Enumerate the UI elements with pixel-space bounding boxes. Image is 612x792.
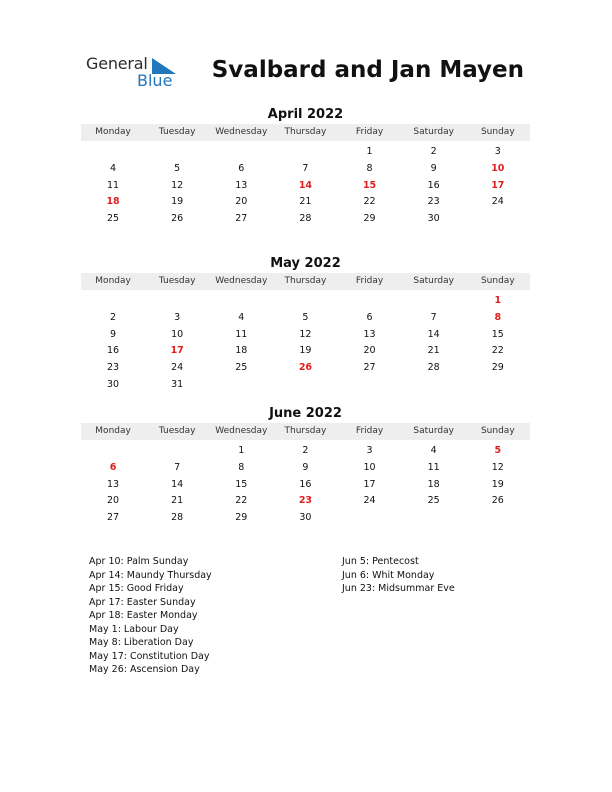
weekday-header: Monday [95,127,131,137]
day-cell: 25 [107,213,120,225]
logo [86,54,196,94]
holiday-list-column-2 [342,555,455,596]
weekday-header: Thursday [284,127,327,137]
day-cell: 17 [491,179,505,191]
weekday-header: Sunday [480,127,515,137]
day-cell: 28 [427,362,440,374]
empty-day-cell [209,293,273,310]
day-cell: 16 [299,478,312,490]
day-cell: 3 [366,445,373,456]
day-cell: 3 [174,311,181,323]
weekday-header: Saturday [413,127,454,137]
day-cell: 20 [235,196,248,208]
day-cell: 10 [491,162,505,174]
month-april [81,106,530,228]
weekday-header: Wednesday [215,127,268,137]
day-cell: 23 [107,362,120,374]
day-cell: 23 [298,495,313,507]
weekday-header: Thursday [284,426,327,436]
day-cell: 19 [171,196,184,208]
day-cell: 19 [299,345,312,357]
day-cell: 18 [427,478,440,490]
day-cell: 8 [238,461,245,473]
holiday-list-item: May 26: Ascension Day [89,664,200,675]
empty-day-cell [145,293,209,310]
weekday-header: Tuesday [158,276,196,286]
day-cell: 7 [174,461,181,473]
day-cell: 23 [427,196,440,208]
month-may [81,255,530,394]
empty-day-cell [209,377,273,394]
empty-day-cell [402,377,466,394]
week-row [81,310,530,327]
day-cell: 12 [299,328,312,340]
weekday-header-row [81,124,530,141]
day-cell: 17 [170,345,184,357]
empty-day-cell [338,293,402,310]
day-cell: 18 [106,196,120,208]
weekday-header: Tuesday [158,426,196,436]
holiday-list-item: Apr 15: Good Friday [89,583,184,594]
week-row [81,178,530,195]
empty-day-cell [402,510,466,527]
empty-day-cell [466,377,530,394]
weekday-header: Sunday [480,276,515,286]
day-cell: 9 [430,162,437,174]
day-cell: 13 [235,179,248,191]
day-cell: 17 [363,478,376,490]
day-cell: 26 [491,495,504,507]
empty-day-cell [81,293,145,310]
month-title: June 2022 [269,406,342,421]
weekday-header-row [81,423,530,440]
day-cell: 24 [491,196,504,208]
weekday-header: Friday [355,426,384,436]
empty-day-cell [338,510,402,527]
day-cell: 6 [238,162,245,174]
day-cell: 1 [494,295,502,306]
day-cell: 1 [238,445,245,456]
empty-day-cell [273,293,337,310]
week-row [81,293,530,310]
day-cell: 6 [366,311,373,323]
day-cell: 5 [174,162,181,174]
day-cell: 10 [171,328,184,340]
day-cell: 25 [427,495,440,507]
day-cell: 6 [109,461,117,473]
week-row [81,460,530,477]
day-cell: 1 [366,146,373,157]
holiday-list-item: Jun 6: Whit Monday [342,569,435,581]
empty-day-cell [466,211,530,228]
day-cell: 26 [298,362,313,374]
day-cell: 2 [110,311,117,323]
holiday-list-item: Apr 18: Easter Monday [89,610,198,621]
day-cell: 2 [302,445,309,456]
day-cell: 5 [494,445,502,456]
holiday-list-item: Apr 10: Palm Sunday [89,556,189,567]
holiday-list-item: Jun 5: Pentecost [342,556,419,567]
day-cell: 30 [107,378,120,390]
day-cell: 19 [491,478,504,490]
day-cell: 24 [363,495,376,507]
empty-day-cell [273,144,337,161]
day-cell: 22 [491,345,504,357]
day-cell: 29 [235,512,248,524]
day-cell: 12 [491,461,504,473]
day-cell: 27 [235,213,248,225]
weekday-header: Wednesday [215,426,268,436]
day-cell: 22 [363,196,376,208]
day-cell: 16 [427,179,440,191]
day-cell: 9 [302,461,309,473]
day-cell: 29 [363,213,376,225]
week-row [81,477,530,494]
week-row [81,443,530,460]
day-cell: 16 [107,345,120,357]
day-cell: 14 [171,478,184,490]
holiday-list-item: May 17: Constitution Day [89,650,210,662]
day-cell: 3 [494,146,501,157]
day-cell: 13 [107,478,120,490]
weekday-header: Monday [95,276,131,286]
month-june [81,405,530,527]
week-row [81,377,530,394]
day-cell: 30 [427,213,440,225]
day-cell: 13 [363,328,376,340]
empty-day-cell [402,293,466,310]
day-cell: 30 [299,512,312,524]
day-cell: 15 [235,478,248,490]
week-row [81,161,530,178]
day-cell: 31 [171,378,184,390]
week-row [81,360,530,377]
empty-day-cell [273,377,337,394]
week-row [81,144,530,161]
empty-day-cell [209,144,273,161]
empty-day-cell [145,443,209,460]
weekday-header: Friday [355,276,384,286]
empty-day-cell [466,510,530,527]
day-cell: 11 [235,328,248,340]
weekday-header: Saturday [413,426,454,436]
day-cell: 20 [363,345,376,357]
day-cell: 11 [427,461,440,473]
holiday-list-item: Jun 23: Midsummar Eve [342,583,455,594]
weekday-header-row [81,273,530,290]
holiday-list-item: Apr 17: Easter Sunday [89,596,196,608]
page-title: Svalbard and Jan Mayen [211,57,524,83]
day-cell: 10 [363,461,376,473]
weekday-header: Sunday [480,426,515,436]
day-cell: 25 [235,362,248,374]
weekday-header: Monday [95,426,131,436]
weekday-header: Friday [355,127,384,137]
day-cell: 28 [171,512,184,524]
weekday-header: Saturday [413,276,454,286]
week-row [81,211,530,228]
day-cell: 8 [366,162,373,174]
day-cell: 27 [363,362,376,374]
day-cell: 21 [299,196,312,208]
day-cell: 12 [171,179,184,191]
day-cell: 29 [491,362,504,374]
day-cell: 11 [107,179,120,191]
logo-general-text: General [86,54,148,73]
month-title: April 2022 [267,107,344,122]
holiday-list-item: May 1: Labour Day [89,623,179,635]
day-cell: 9 [110,328,117,340]
day-cell: 27 [107,512,120,524]
day-cell: 22 [235,495,248,507]
day-cell: 7 [430,311,437,323]
empty-day-cell [145,144,209,161]
day-cell: 4 [238,311,245,323]
day-cell: 18 [235,345,248,357]
day-cell: 4 [110,162,117,174]
empty-day-cell [338,377,402,394]
empty-day-cell [81,443,145,460]
day-cell: 7 [302,162,309,174]
day-cell: 4 [430,445,437,456]
weekday-header: Wednesday [215,276,268,286]
day-cell: 14 [298,179,313,191]
day-cell: 15 [362,179,377,191]
week-row [81,510,530,527]
holiday-list-item: May 8: Liberation Day [89,637,194,648]
week-row [81,343,530,360]
day-cell: 2 [430,146,437,157]
weekday-header: Thursday [284,276,327,286]
weekday-header: Tuesday [158,127,196,137]
day-cell: 21 [427,345,440,357]
day-cell: 28 [299,213,312,225]
day-cell: 14 [427,328,440,340]
day-cell: 21 [171,495,184,507]
week-row [81,194,530,211]
logo-blue-text: Blue [137,71,173,90]
day-cell: 26 [171,213,184,225]
week-row [81,327,530,344]
day-cell: 20 [107,495,120,507]
day-cell: 5 [302,311,309,323]
holiday-list-item: Apr 14: Maundy Thursday [89,569,212,581]
day-cell: 24 [171,362,184,374]
day-cell: 15 [491,328,504,340]
day-cell: 8 [494,311,502,323]
empty-day-cell [81,144,145,161]
week-row [81,493,530,510]
month-title: May 2022 [270,256,341,271]
holiday-list-column-1 [89,555,212,677]
